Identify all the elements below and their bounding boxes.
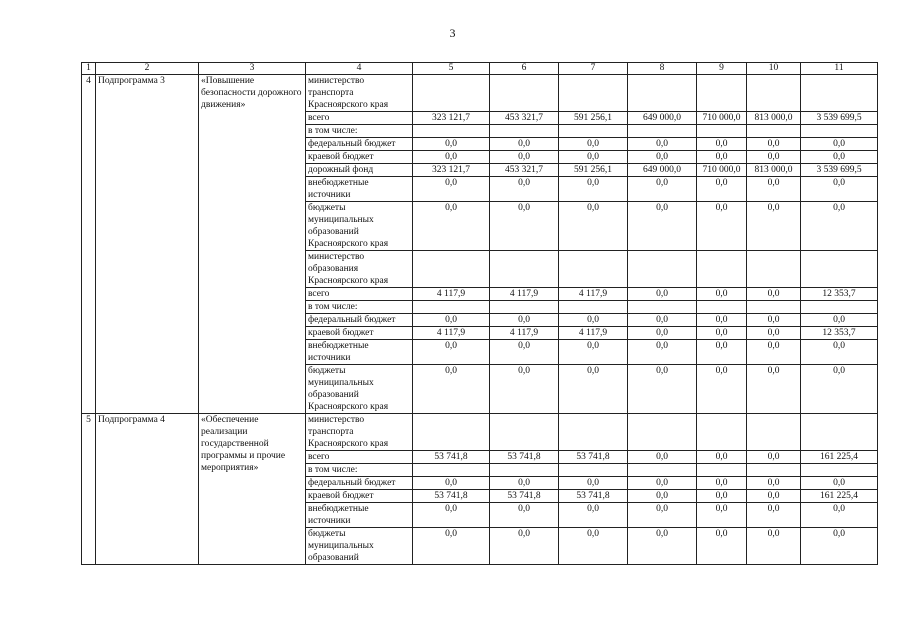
value-cell: 0,0 <box>747 314 801 327</box>
value-cell: 0,0 <box>697 365 747 414</box>
subprogram-name: Подпрограмма 3 <box>96 75 199 414</box>
value-cell <box>801 464 878 477</box>
value-cell <box>490 301 559 314</box>
value-cell: 12 353,7 <box>801 288 878 301</box>
value-cell: 0,0 <box>628 340 697 365</box>
value-cell: 0,0 <box>697 503 747 528</box>
value-cell: 0,0 <box>628 138 697 151</box>
value-cell: 0,0 <box>413 503 490 528</box>
value-cell: 0,0 <box>747 477 801 490</box>
value-cell: 53 741,8 <box>490 451 559 464</box>
value-cell: 0,0 <box>697 288 747 301</box>
value-cell: 0,0 <box>697 490 747 503</box>
value-cell: 0,0 <box>413 138 490 151</box>
funding-source-label: федеральный бюджет <box>306 314 413 327</box>
empty-cell <box>747 414 801 451</box>
value-cell: 0,0 <box>490 365 559 414</box>
empty-cell <box>801 414 878 451</box>
value-cell: 0,0 <box>697 151 747 164</box>
empty-cell <box>490 75 559 112</box>
value-cell: 0,0 <box>697 177 747 202</box>
value-cell: 0,0 <box>413 314 490 327</box>
empty-cell <box>747 75 801 112</box>
value-cell: 0,0 <box>697 477 747 490</box>
value-cell: 0,0 <box>747 151 801 164</box>
funding-source-label: внебюджетные источники <box>306 177 413 202</box>
value-cell: 12 353,7 <box>801 327 878 340</box>
empty-cell <box>490 251 559 288</box>
subprogram-number: 5 <box>82 414 96 565</box>
value-cell: 591 256,1 <box>559 164 628 177</box>
value-cell <box>559 301 628 314</box>
value-cell: 161 225,4 <box>801 490 878 503</box>
value-cell: 0,0 <box>490 138 559 151</box>
header-cell: 4 <box>306 63 413 75</box>
empty-cell <box>490 414 559 451</box>
value-cell: 0,0 <box>490 177 559 202</box>
value-cell: 0,0 <box>697 340 747 365</box>
funding-source-label: внебюджетные источники <box>306 503 413 528</box>
value-cell: 0,0 <box>413 477 490 490</box>
value-cell <box>559 125 628 138</box>
empty-cell <box>413 414 490 451</box>
empty-cell <box>413 251 490 288</box>
value-cell <box>801 125 878 138</box>
value-cell: 0,0 <box>697 202 747 251</box>
value-cell: 0,0 <box>801 528 878 565</box>
value-cell: 4 117,9 <box>413 327 490 340</box>
value-cell: 0,0 <box>559 202 628 251</box>
value-cell: 0,0 <box>747 288 801 301</box>
value-cell: 649 000,0 <box>628 164 697 177</box>
empty-cell <box>413 75 490 112</box>
funding-source-label: федеральный бюджет <box>306 138 413 151</box>
value-cell: 0,0 <box>747 202 801 251</box>
header-cell: 6 <box>490 63 559 75</box>
value-cell: 0,0 <box>628 202 697 251</box>
value-cell: 0,0 <box>413 528 490 565</box>
page-number: 3 <box>449 26 456 40</box>
subprogram-title: «Обеспечение реализации государственной программы и прочие мероприятия» <box>199 414 306 565</box>
value-cell: 0,0 <box>801 365 878 414</box>
value-cell: 0,0 <box>801 503 878 528</box>
header-cell: 10 <box>747 63 801 75</box>
subprogram-title: «Повышение безопасности дорожного движения» <box>199 75 306 414</box>
value-cell: 53 741,8 <box>413 490 490 503</box>
funding-source-label: всего <box>306 288 413 301</box>
value-cell: 0,0 <box>490 503 559 528</box>
value-cell: 0,0 <box>413 365 490 414</box>
value-cell: 0,0 <box>628 327 697 340</box>
empty-cell <box>801 75 878 112</box>
subprogram-number: 4 <box>82 75 96 414</box>
value-cell: 0,0 <box>801 314 878 327</box>
value-cell: 0,0 <box>697 327 747 340</box>
funding-source-label: в том числе: <box>306 125 413 138</box>
budget-table <box>81 62 878 565</box>
value-cell: 53 741,8 <box>490 490 559 503</box>
value-cell: 0,0 <box>413 177 490 202</box>
funding-source-label: внебюджетные источники <box>306 340 413 365</box>
empty-cell <box>801 251 878 288</box>
value-cell: 0,0 <box>559 340 628 365</box>
value-cell: 0,0 <box>413 340 490 365</box>
value-cell: 0,0 <box>490 314 559 327</box>
empty-cell <box>628 251 697 288</box>
value-cell: 710 000,0 <box>697 164 747 177</box>
value-cell <box>490 125 559 138</box>
value-cell: 0,0 <box>697 138 747 151</box>
empty-cell <box>747 251 801 288</box>
value-cell: 0,0 <box>413 202 490 251</box>
empty-cell <box>559 251 628 288</box>
value-cell <box>697 464 747 477</box>
value-cell: 813 000,0 <box>747 112 801 125</box>
value-cell: 0,0 <box>697 528 747 565</box>
value-cell: 0,0 <box>628 528 697 565</box>
funding-source-label: федеральный бюджет <box>306 477 413 490</box>
value-cell: 0,0 <box>747 528 801 565</box>
value-cell: 0,0 <box>628 177 697 202</box>
funding-source-label: бюджеты муниципальных образований <box>306 528 413 565</box>
funding-source-label: бюджеты муниципальных образований Красноярского края <box>306 202 413 251</box>
value-cell <box>747 301 801 314</box>
value-cell: 0,0 <box>801 177 878 202</box>
empty-cell <box>559 414 628 451</box>
ministry-row <box>82 414 878 451</box>
empty-cell <box>628 414 697 451</box>
value-cell: 813 000,0 <box>747 164 801 177</box>
value-cell: 0,0 <box>628 314 697 327</box>
value-cell: 4 117,9 <box>559 288 628 301</box>
value-cell: 0,0 <box>747 340 801 365</box>
value-cell: 0,0 <box>697 451 747 464</box>
header-row <box>82 63 878 75</box>
value-cell: 53 741,8 <box>413 451 490 464</box>
value-cell: 453 321,7 <box>490 164 559 177</box>
value-cell <box>413 464 490 477</box>
header-cell: 8 <box>628 63 697 75</box>
value-cell: 0,0 <box>413 151 490 164</box>
value-cell <box>628 301 697 314</box>
empty-cell <box>697 75 747 112</box>
subprogram-name: Подпрограмма 4 <box>96 414 199 565</box>
value-cell: 710 000,0 <box>697 112 747 125</box>
value-cell: 0,0 <box>628 477 697 490</box>
funding-source-label: дорожный фонд <box>306 164 413 177</box>
value-cell: 3 539 699,5 <box>801 112 878 125</box>
funding-source-label: в том числе: <box>306 464 413 477</box>
value-cell: 0,0 <box>801 340 878 365</box>
ministry-name: министерство образования Красноярского края <box>306 251 413 288</box>
header-cell: 2 <box>96 63 199 75</box>
value-cell: 0,0 <box>697 314 747 327</box>
ministry-name: министерство транспорта Красноярского края <box>306 414 413 451</box>
value-cell: 0,0 <box>490 477 559 490</box>
value-cell: 0,0 <box>747 327 801 340</box>
value-cell: 0,0 <box>559 138 628 151</box>
header-cell: 3 <box>199 63 306 75</box>
empty-cell <box>628 75 697 112</box>
header-cell: 9 <box>697 63 747 75</box>
header-cell: 5 <box>413 63 490 75</box>
funding-source-label: краевой бюджет <box>306 327 413 340</box>
ministry-name: министерство транспорта Красноярского края <box>306 75 413 112</box>
value-cell <box>697 125 747 138</box>
value-cell: 0,0 <box>559 177 628 202</box>
value-cell <box>490 464 559 477</box>
value-cell: 591 256,1 <box>559 112 628 125</box>
value-cell: 0,0 <box>559 477 628 490</box>
value-cell: 0,0 <box>628 288 697 301</box>
empty-cell <box>559 75 628 112</box>
value-cell <box>559 464 628 477</box>
value-cell: 0,0 <box>747 490 801 503</box>
value-cell: 3 539 699,5 <box>801 164 878 177</box>
value-cell: 0,0 <box>801 477 878 490</box>
value-cell: 161 225,4 <box>801 451 878 464</box>
value-cell: 0,0 <box>490 340 559 365</box>
value-cell: 0,0 <box>628 365 697 414</box>
funding-source-label: краевой бюджет <box>306 490 413 503</box>
value-cell: 0,0 <box>559 365 628 414</box>
value-cell: 453 321,7 <box>490 112 559 125</box>
value-cell: 4 117,9 <box>559 327 628 340</box>
value-cell: 323 121,7 <box>413 164 490 177</box>
value-cell: 0,0 <box>747 138 801 151</box>
value-cell <box>413 125 490 138</box>
value-cell: 0,0 <box>801 138 878 151</box>
header-cell: 7 <box>559 63 628 75</box>
value-cell: 4 117,9 <box>490 288 559 301</box>
ministry-row <box>82 75 878 112</box>
value-cell <box>747 464 801 477</box>
value-cell <box>747 125 801 138</box>
value-cell: 323 121,7 <box>413 112 490 125</box>
value-cell: 0,0 <box>747 503 801 528</box>
funding-source-label: всего <box>306 112 413 125</box>
funding-source-label: всего <box>306 451 413 464</box>
value-cell: 0,0 <box>628 151 697 164</box>
value-cell: 0,0 <box>801 202 878 251</box>
funding-source-label: краевой бюджет <box>306 151 413 164</box>
value-cell: 4 117,9 <box>490 327 559 340</box>
value-cell <box>413 301 490 314</box>
value-cell: 0,0 <box>747 365 801 414</box>
funding-source-label: бюджеты муниципальных образований Красноярского края <box>306 365 413 414</box>
value-cell: 649 000,0 <box>628 112 697 125</box>
value-cell: 0,0 <box>559 151 628 164</box>
value-cell <box>801 301 878 314</box>
value-cell: 0,0 <box>559 314 628 327</box>
value-cell: 0,0 <box>559 528 628 565</box>
value-cell: 0,0 <box>747 177 801 202</box>
empty-cell <box>697 251 747 288</box>
value-cell: 0,0 <box>559 503 628 528</box>
value-cell: 0,0 <box>747 451 801 464</box>
value-cell: 0,0 <box>490 151 559 164</box>
value-cell: 0,0 <box>628 490 697 503</box>
value-cell: 0,0 <box>490 528 559 565</box>
funding-source-label: в том числе: <box>306 301 413 314</box>
value-cell: 53 741,8 <box>559 490 628 503</box>
value-cell: 0,0 <box>628 503 697 528</box>
value-cell <box>628 125 697 138</box>
value-cell: 0,0 <box>628 451 697 464</box>
value-cell <box>697 301 747 314</box>
header-cell: 11 <box>801 63 878 75</box>
value-cell: 53 741,8 <box>559 451 628 464</box>
value-cell: 0,0 <box>490 202 559 251</box>
value-cell <box>628 464 697 477</box>
header-cell: 1 <box>82 63 96 75</box>
value-cell: 4 117,9 <box>413 288 490 301</box>
empty-cell <box>697 414 747 451</box>
value-cell: 0,0 <box>801 151 878 164</box>
